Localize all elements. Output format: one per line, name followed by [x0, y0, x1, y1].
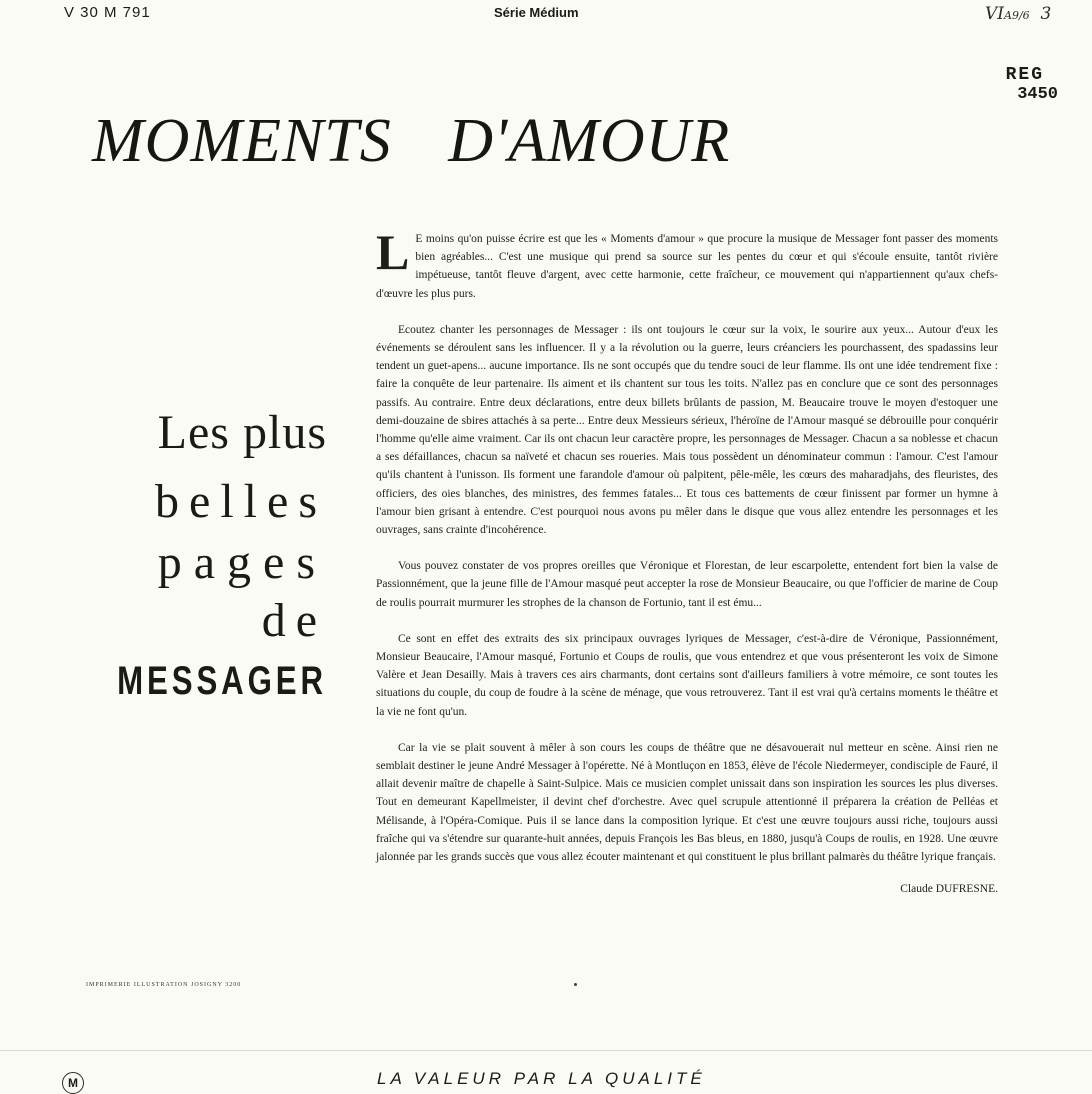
subtitle-line-3: pages — [157, 536, 327, 589]
paragraph-4: Ce sont en effet des extraits des six principaux ouvrages lyriques de Messager, c'est-à-dire de Véronique, Passionnément, Monsieur Beaucaire, l'Amour masqué, Fortunio et Coups de roulis, que vous entendrez et que vous présenteront les voix de Simone Valère et Jean Desailly. Mais à travers ces airs charmants, dont certains sont d'ailleurs familiers à votre mémoire, ce sont toutes les situations du couple, du coup de foudre à la scène de ménage, que vous retrouverez. Tant il est vrai qu'à certains moments le théâtre et la vie ne font qu'un. — [376, 632, 998, 718]
paragraph-3: Vous pouvez constater de vos propres oreilles que Véronique et Florestan, de leur escarpolette, entendent fort bien la valse de Passionnément, que la jeune fille de l'Amour masqué peut accepter la rose de Monsieur Beaucaire, ou que l'officier de marine de Coup de roulis pourrait murmurer les strophes de la chanson de Fortunio, tant il est ému... — [376, 560, 998, 609]
series-label: Série Médium — [494, 5, 579, 20]
subtitle-line-1: Les plus — [157, 406, 327, 459]
liner-notes — [376, 224, 998, 899]
composer-name: MESSAGER — [117, 659, 327, 703]
drop-cap: L — [376, 224, 410, 280]
handwritten-mark — [985, 4, 1051, 24]
footer-divider — [0, 1050, 1092, 1051]
hand-mark-number: 3 — [1040, 4, 1052, 24]
printer-credit: IMPRIMERIE ILLUSTRATION JOSIGNY 3200 — [86, 982, 242, 988]
subtitle-line-4: de — [261, 594, 327, 647]
catalog-code: V 30 M 791 — [64, 4, 151, 21]
author-signature: Claude DUFRESNE. — [900, 883, 998, 896]
paragraph-5: Car la vie se plait souvent à mêler à son cours les coups de théâtre que ne désavouerait nul metteur en scène. Ainsi rien ne semblait destiner le jeune André Messager à l'opérette. Né à Montluçon en 1853, élève de l'école Niedermeyer, condisciple de Fauré, il allait devenir maître de chapelle à Saint-Sulpice. Mais ce musicien complet unissait dans son inspiration les sources les plus diverses. Tout en demeurant Kapellmeister, il devint chef d'orchestre. Avec quel scrupule attentionné il préparera la création de Pelléas et Mélisande, à l'Opéra-Comique. Puis il se lance dans la composition lyrique. Et c'est une œuvre toujours aussi riche, toujours aussi fraîche qui va s'étendre sur quarante-huit années, depuis François les Bas bleus, en 1880, jusqu'à Coups de roulis, en 1928. Une œuvre jalonnée par les grands succès que vous allez écouter maintenant et qui constituent le plus brillant palmarès du théâtre lyrique français. — [376, 741, 998, 864]
reg-stamp — [1006, 66, 1058, 104]
paragraph-1 — [376, 224, 998, 303]
paragraph-2: Ecoutez chanter les personnages de Messager : ils ont toujours le cœur sur la voix, le sourire aux yeux... Autour d'eux les événements se déroulent sans les influencer. Il y a la révolution ou la guerre, leurs créanciers les pourchassent, des spadassins leur tendent un guet-apens... aucune importance. Ils ne sont occupés que du tendre souci de leur flamme. Ils ont une idée tendrement fixe : faire la conquête de leur partenaire. Ils aiment et ils chantent sur tous les toits. N'allez pas en conclure que ce sont des personnages passifs. Au contraire. Entre deux déclarations, entre deux billets brûlants de passion, M. Beaucaire trouve le moyen d'estoquer une demi-douzaine de sbires attachés à sa perte... Entre deux Messieurs sérieux, l'héroïne de l'Amour masqué se débrouille pour conquérir l'homme qu'elle aime vraiment. Car ils ont chacun leur caractère propre, les personnages de Messager. Chacun a sa noblesse et chacun a ses défaillances, chacun sa naïveté et chacun ses roueries. Mais tous possèdent un dénominateur commun : l'amour. C'est l'amour qu'ils chantent à l'unisson. Ils forment une farandole d'amour où palpitent, pêle-mêle, les cœurs des maharadjahs, des fleuristes, des officiers, des oies blanches, des ministres, des femmes fatales... Et tous ces battements de cœur finissent par former un hymne à l'amour bien grisant à entendre. C'est pourquoi nous avons pu mêler dans le disque que vous allez entendre les personnages et les ouvrages, sans crainte d'incohérence. — [376, 323, 998, 537]
center-dot — [574, 983, 577, 986]
hand-mark-main: VI — [985, 4, 1004, 24]
footer-slogan: LA VALEUR PAR LA QUALITÉ — [377, 1069, 706, 1088]
reg-number: 3450 — [1017, 85, 1058, 104]
subtitle-line-2: belles — [155, 475, 327, 528]
hand-mark-small: A9/6 — [1004, 9, 1030, 22]
paragraph-1-text: E moins qu'on puisse écrire est que les « Moments d'amour » que procure la musique de Messager font passer des moments bien agréables... C'est une musique qui prend sa source sur les pentes du cœur et qui s'écoule ensuite, tantôt rivière impétueuse, tantôt fleuve d'argent, avec cette harmonie, cette fraîcheur, ce mouvement qui n'appartiennent qu'aux chefs-d'œuvre les plus purs. — [376, 233, 998, 300]
reg-label: REG — [1005, 65, 1044, 85]
label-logo-icon: M — [62, 1072, 84, 1094]
album-title: MOMENTS D'AMOUR — [92, 107, 731, 175]
